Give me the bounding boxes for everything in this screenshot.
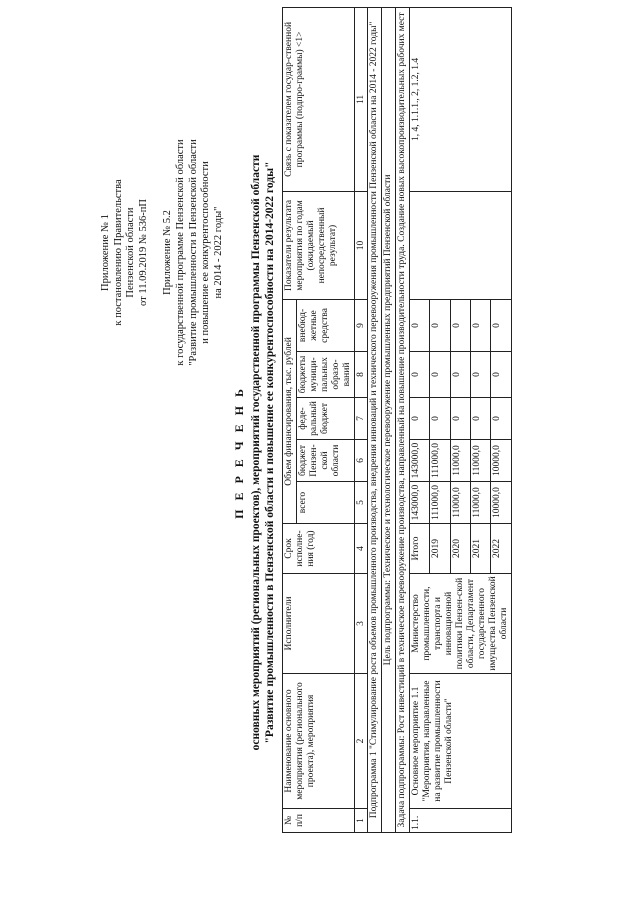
header-name: Наименование основного мероприятия (регионального проекта), мероприятия <box>283 674 355 809</box>
header-federal-budget: феде-ральный бюджет <box>296 398 354 440</box>
appendix-header <box>100 125 225 380</box>
cell-municipal: 0 <box>430 352 450 398</box>
column-number: 4 <box>354 524 368 574</box>
cell-municipal: 0 <box>470 352 490 398</box>
cell-year: Итого <box>410 524 430 574</box>
document-title <box>232 40 278 865</box>
appendix-5-2-line: и повышение ее конкурентоспособности <box>200 161 212 344</box>
cell-regional: 111000,0 <box>430 440 450 482</box>
row-link: 1, 4, 1.1.1., 2, 1.2, 1.4 <box>410 7 511 191</box>
header-link: Связь с показателем государ-ственной программы (подпро-граммы) <1> <box>283 7 355 191</box>
cell-total: 11000,0 <box>470 482 490 524</box>
appendix-5-2-line: на 2014 - 2022 годы" <box>212 206 224 299</box>
header-total: всего <box>296 482 354 524</box>
cell-extra: 0 <box>491 299 511 351</box>
cell-federal: 0 <box>491 398 511 440</box>
cell-total: 111000,0 <box>430 482 450 524</box>
cell-extra: 0 <box>410 299 430 351</box>
column-number: 5 <box>354 482 368 524</box>
column-number: 8 <box>354 352 368 398</box>
cell-regional: 11000,0 <box>450 440 470 482</box>
cell-extra: 0 <box>430 299 450 351</box>
cell-municipal: 0 <box>450 352 470 398</box>
header-term: Срок исполне-ния (год) <box>283 524 355 574</box>
header-regional-budget: бюджет Пензен-ской области <box>296 440 354 482</box>
appendix-5-2-line: "Развитие промышленности в Пензенской области <box>187 139 199 366</box>
title-line: "Развитие промышленности в Пензенской области и повышение ее конкурентоспособности на 2014-2022 годы" <box>264 161 277 744</box>
cell-federal: 0 <box>410 398 430 440</box>
cell-federal: 0 <box>450 398 470 440</box>
cell-total: 11000,0 <box>450 482 470 524</box>
header-municipal-budget: бюджеты муници-пальных образо-ваний <box>296 352 354 398</box>
cell-extra: 0 <box>450 299 470 351</box>
cell-year: 2021 <box>470 524 490 574</box>
header-financing: Объем финансирования, тыс. рублей <box>283 299 297 523</box>
cell-federal: 0 <box>470 398 490 440</box>
row-number: 1.1. <box>410 809 511 833</box>
column-number: 1 <box>354 809 368 833</box>
table-row <box>410 7 430 832</box>
header-result: Показатели результата мероприятия по годам (ожидаемый непосредственный результат) <box>283 191 355 299</box>
column-number-row <box>354 7 368 832</box>
goal-row: Цель подпрограммы: Техническое и технологическое перевооружение промышленных предприятий Пензенской области <box>382 7 396 832</box>
cell-regional: 143000,0 <box>410 440 430 482</box>
subprogram-row: Подпрограмма 1 "Стимулирование роста объемов промышленного производства, внедрения инноваций и технического перевооружения промышленности Пензенской области на 2014 - 2022 годы" <box>368 7 382 832</box>
column-number: 3 <box>354 574 368 674</box>
cell-regional: 10000,0 <box>491 440 511 482</box>
appendix-1-line: Приложение № 1 <box>100 214 111 291</box>
cell-municipal: 0 <box>491 352 511 398</box>
cell-extra: 0 <box>470 299 490 351</box>
appendix-1-line: от 11.09.2019 № 536-пП <box>137 199 149 306</box>
column-number: 9 <box>354 299 368 351</box>
cell-regional: 11000,0 <box>470 440 490 482</box>
cell-year: 2022 <box>491 524 511 574</box>
appendix-1-line: Пензенской области <box>125 207 137 298</box>
title-line: основных мероприятий (региональных проектов), мероприятий государственной программы Пензенской области <box>250 154 262 751</box>
cell-year: 2020 <box>450 524 470 574</box>
appendix-5-2-line: к государственной программе Пензенской области <box>174 139 186 366</box>
header-executors: Исполнители <box>283 574 355 674</box>
appendix-5-2-line: Приложение № 5.2 <box>162 210 174 295</box>
header-extra-budget: внебюд-жетные средства <box>296 299 354 351</box>
cell-total: 143000,0 <box>410 482 430 524</box>
activities-table <box>282 7 512 833</box>
column-number: 6 <box>354 440 368 482</box>
row-executors: Министерство промышленности, транспорта и инновационной политики Пензен-ской области, Департамент государственного имущества Пензенской области <box>410 574 511 674</box>
column-number: 10 <box>354 191 368 299</box>
column-number: 11 <box>354 7 368 191</box>
header-number: № п/п <box>283 809 355 833</box>
column-number: 7 <box>354 398 368 440</box>
column-number: 2 <box>354 674 368 809</box>
row-result <box>410 191 511 299</box>
row-activity-name: Основное мероприятие 1.1 "Мероприятия, направленные на развитие промышленности Пензенской области" <box>410 674 511 809</box>
task-row: Задача подпрограммы: Рост инвестиций в техническое перевооружение производства, направленный на повышение производительности труда. Создание новых высокопроизводительных рабочих мест <box>396 7 410 832</box>
cell-municipal: 0 <box>410 352 430 398</box>
spacer <box>150 125 162 380</box>
cell-year: 2019 <box>430 524 450 574</box>
cell-total: 10000,0 <box>491 482 511 524</box>
title-heading: П Е Р Е Ч Е Н Ь <box>232 386 246 519</box>
cell-federal: 0 <box>430 398 450 440</box>
appendix-1-line: к постановлению Правительства <box>112 179 124 326</box>
